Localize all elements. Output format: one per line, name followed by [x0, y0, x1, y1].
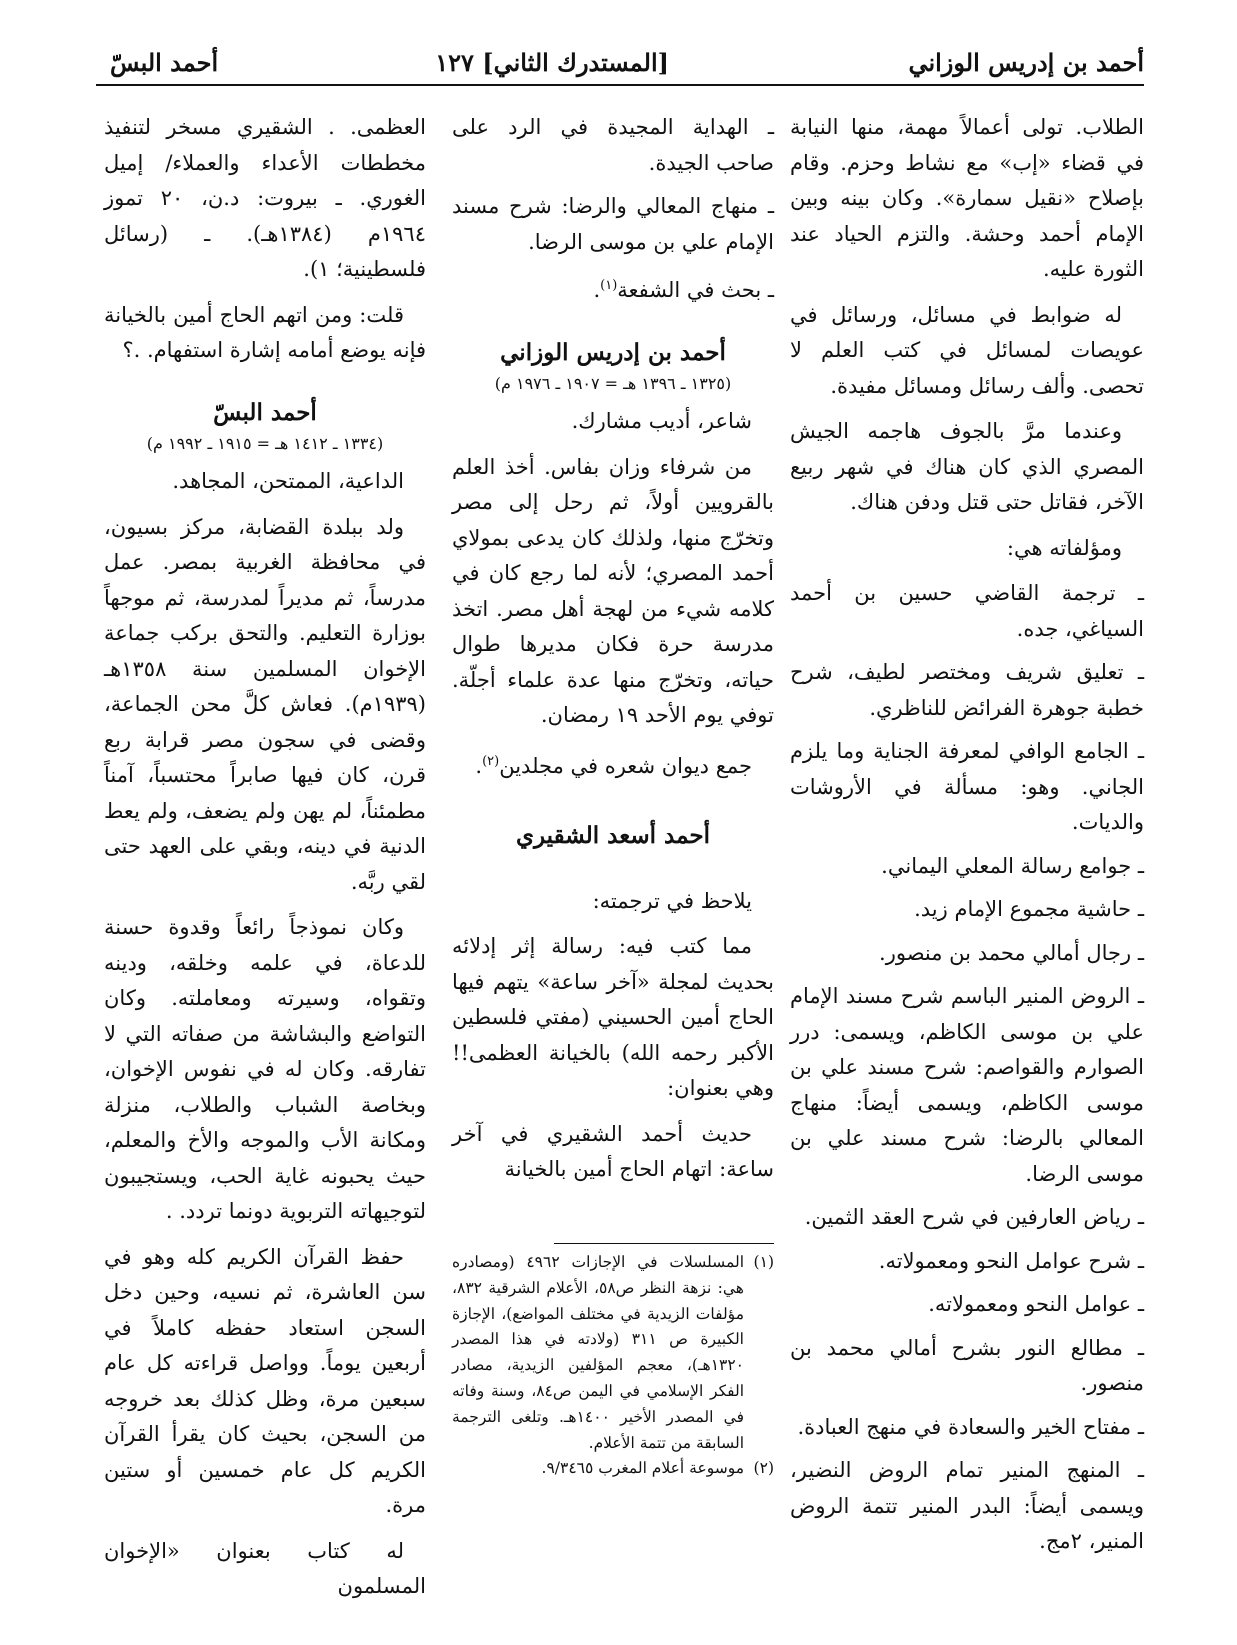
list-item: ـ الجامع الوافي لمعرفة الجناية وما يلزم الجاني. وهو: مسألة في الأروشات والديات.	[790, 739, 1144, 834]
paragraph: جمع ديوان شعره في مجلدين$^{(٢)}$.	[475, 753, 752, 778]
paragraph-text: جمع ديوان شعره في مجلدين	[499, 753, 752, 778]
list-item: ـ الهداية المجيدة في الرد على صاحب الجيدة.	[452, 115, 774, 175]
paragraph: ومؤلفاته هي:	[1006, 535, 1122, 560]
biography-dates: (١٣٢٥ ـ ١٣٩٦ هـ = ١٩٠٧ ـ ١٩٧٦ م)	[494, 374, 732, 393]
paragraph: حديث أحمد الشقيري في آخر ساعة: اتهام الحاج أمين بالخيانة	[452, 1121, 774, 1181]
list-item: ـ رجال أمالي محمد بن منصور.	[879, 940, 1144, 965]
works-list	[452, 110, 774, 309]
paragraph: الداعية، الممتحن، المجاهد.	[172, 469, 404, 493]
paragraph: من شرفاء وزان بفاس. أخذ العلم بالقرويين أولاً، ثم رحل إلى مصر وتخرّج منها، ولذلك كان يدعى بمولاي أحمد المصري؛ لأنه لما رجع كان في كلامه شيء من لهجة أهل مصر. اتخذ مدرسة حرة فكان مديرها طوال حياته، وتخرّج منها عدة علماء أجلّة. توفي يوم الأحد ١٩ رمضان.	[452, 454, 774, 727]
paragraph: قلت: ومن اتهم الحاج أمين بالخيانة فإنه يوضع أمامه إشارة استفهام. .؟	[104, 302, 426, 362]
list-item: ـ شرح عوامل النحو ومعمولاته.	[878, 1248, 1144, 1273]
paragraph: وعندما مرَّ بالجوف هاجمه الجيش المصري الذي كان هناك في شهر ربيع الآخر، فقاتل حتى قتل ودفن هناك.	[790, 419, 1144, 514]
footnote-text: موسوعة أعلام المغرب ٩/٣٤٦٥.	[541, 1459, 744, 1478]
list-item: ـ عوامل النحو ومعمولاته.	[928, 1292, 1144, 1316]
biography-title: أحمد بن إدريس الوزاني	[500, 338, 726, 366]
paragraph: ولد ببلدة القضابة، مركز بسيون، في محافظة الغربية بمصر. عمل مدرساً، ثم مديراً لمدرسة، ثم موجهاً بوزارة التعليم. والتحق بركب جماعة الإخوان المسلمين سنة ١٣٥٨هـ (١٩٣٩م). فعاش كلَّ محن الجماعة، وقضى في سجون مصر قرابة ربع قرن، كان فيها صابراً محتسباً، آمناً مطمئناً، لم يهن ولم يضعف، ولم يعط الدنية في دينه، وبقي على العهد حتى لقي ربَّه.	[104, 514, 426, 894]
footnote-text: المسلسلات في الإجازات ٤٩٦٢ (ومصادره هي: نزهة النظر ص٥٨، الأعلام الشرقية ٨٣٢، مؤلفات الزيدية في مختلف المواضع)، الإجازة الكبيرة ص ٣١١ (ولادته في هذا المصدر ١٣٢٠هـ)، معجم المؤلفين الزيدية، مصادر الفكر الإسلامي في اليمن ص٨٤، وسنة وفاته في المصدر الأخير ١٤٠٠هـ. وتلغى الترجمة السابقة من تتمة الأعلام.	[452, 1253, 745, 1452]
paragraph: يلاحظ في ترجمته:	[592, 888, 752, 913]
biography-title: أحمد أسعد الشقيري	[515, 822, 710, 849]
header-left-title: أحمد البسّ	[110, 48, 219, 77]
column-left	[104, 110, 426, 1615]
header-center-title: [المستدرك الثاني] ١٢٧	[435, 48, 669, 77]
paragraph: شاعر، أديب مشارك.	[571, 409, 752, 433]
list-item: ـ مطالع النور بشرح أمالي محمد بن منصور.	[790, 1335, 1144, 1395]
list-item: ـ جوامع رسالة المعلي اليماني.	[881, 853, 1144, 878]
paragraph: وكان نموذجاً رائعاً وقدوة حسنة للدعاة، في علمه وخلقه، ودينه وتقواه، وسيرته ومعاملته. وكان التواضع والبشاشة من صفاته التي لا تفارقه. وكان له في نفوس الإخوان، وبخاصة الشباب والطلاب، منزلة ومكانة الأب والموجه والأخ والمعلم، حيث يحبونه غاية الحب، ويستجيبون لتوجيهاته التربوية دونما تردد. .	[104, 915, 426, 1223]
column-right	[790, 110, 1144, 1568]
paragraph: له كتاب بعنوان «الإخوان المسلمون	[104, 1538, 426, 1598]
footnote	[452, 1456, 774, 1482]
footnote-number: (١)	[753, 1253, 774, 1271]
list-item: ـ مفتاح الخير والسعادة في منهج العبادة.	[797, 1414, 1144, 1439]
paragraph: العظمى. . الشقيري مسخر لتنفيذ مخططات الأعداء والعملاء/ إميل الغوري. ـ بيروت: د.ن، ٢٠ تموز ١٩٦٤م (١٣٨٤هـ). ـ (رسائل فلسطينية؛ ١).	[104, 115, 426, 281]
paragraph: حفظ القرآن الكريم كله وهو في سن العاشرة، ثم نسيه، وحين دخل السجن استعاد حفظه كاملاً في أربعين يوماً. وواصل قراءته كل عام سبعين مرة، وظل كذلك بعد خروجه من السجن، بحيث كان يقرأ القرآن الكريم كل عام خمسين أو ستين مرة.	[104, 1244, 426, 1517]
list-item: ـ رياض العارفين في شرح العقد الثمين.	[804, 1205, 1144, 1229]
list-item: ـ الروض المنير الباسم شرح مسند الإمام علي بن موسى الكاظم، ويسمى: درر الصوارم والقواصم: شرح مسند علي بن موسى الكاظم، ويسمى أيضاً: منهاج المعالي بالرضا: شرح مسند علي بن موسى الرضا.	[790, 984, 1144, 1186]
footnote-number: (٢)	[753, 1459, 774, 1478]
footnote-ref: (١)	[600, 278, 618, 293]
paragraph: الطلاب. تولى أعمالاً مهمة، منها النيابة في قضاء «إب» مع نشاط وحزم. وقام بإصلاح «نقيل سمارة». وكان بينه وبين الإمام أحمد وحشة. والتزم الحياد عند الثورة عليه.	[790, 115, 1144, 281]
biography-title: أحمد البسّ	[213, 398, 317, 426]
footnote-ref: (٢)	[482, 753, 500, 769]
column-middle	[452, 110, 774, 1198]
paragraph: مما كتب فيه: رسالة إثر إدلائه بحديث لمجلة «آخر ساعة» يتهم فيها الحاج أمين الحسيني (مفتي فلسطين الأكبر رحمه الله) بالخيانة العظمى!! وهي بعنوان:	[452, 934, 774, 1100]
footnotes	[452, 1243, 774, 1482]
list-item: ـ ترجمة القاضي حسين بن أحمد السياغي، جده.	[790, 581, 1144, 641]
running-header	[96, 44, 1144, 86]
paragraph: له ضوابط في مسائل، ورسائل في عويصات لمسائل في كتب العلم لا تحصى. وألف رسائل ومسائل مفيدة.	[790, 302, 1144, 398]
list-item: ـ المنهج المنير تمام الروض النضير، ويسمى أيضاً: البدر المنير تتمة الروض المنير، ٢مج.	[790, 1458, 1144, 1553]
list-item: ـ منهاج المعالي والرضا: شرح مسند الإمام علي بن موسى الرضا.	[452, 194, 774, 254]
footnote	[452, 1250, 774, 1456]
list-item-text: ـ بحث في الشفعة	[617, 278, 774, 302]
list-item: ـ تعليق شريف ومختصر لطيف، شرح خطبة جوهرة الفرائض للناظري.	[790, 660, 1144, 720]
list-item: ـ حاشية مجموع الإمام زيد.	[914, 897, 1144, 921]
list-item: ـ بحث في الشفعة$^{(١)}$.	[593, 278, 774, 302]
header-right-title: أحمد بن إدريس الوزاني	[908, 48, 1144, 77]
works-list	[790, 576, 1144, 1560]
footnote-rule	[554, 1243, 774, 1244]
biography-dates: (١٣٣٤ ـ ١٤١٢ هـ = ١٩١٥ ـ ١٩٩٢ م)	[146, 434, 384, 453]
